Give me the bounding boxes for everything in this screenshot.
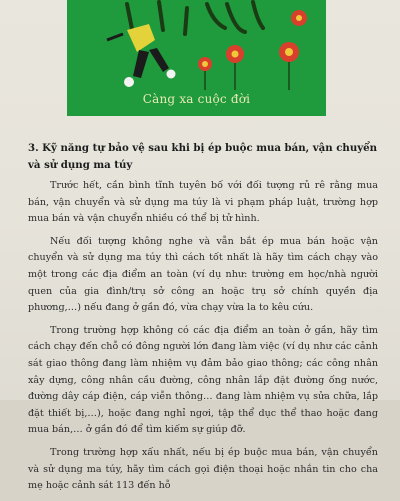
poster-caption: Càng xa cuộc đời [142, 92, 251, 106]
poster-illustration [67, 0, 326, 116]
paragraph-3: Trong trường hợp không có các địa điểm an toàn ở gần, hãy tìm cách chạy đến chỗ có đông người lớn đang làm việc (ví dụ như các cảnh sát giao thông đang làm nhiệm vụ đảm bảo giao thông; các công nhân xây dựng, công nhân cầu đường, công nhân lắp đặt đường ống nước, đường dây cáp điện, cáp viễn thông… đang làm nhiệm vụ sửa chữa, lắp đặt thiết bị,…), hoặc đang nghỉ ngơi, tập thể dục thể thao hoặc đang mua bán,… ở gần đó để tìm kiếm sự giúp đỡ. [28, 324, 378, 436]
paragraph-2: Nếu đối tượng không nghe và vẫn bắt ép mua bán hoặc vận chuyển và sử dụng ma túy thì cách tốt nhất là hãy tìm cách chạy vào một trong các địa điểm an toàn (ví dụ như: trường em học/nhà người quen của gia đình/trụ sở công an hoặc trụ sở chính quyền địa phương,…) nếu đang ở gần đó, vừa chạy vừa la to kêu cứu. [28, 235, 378, 314]
falling-figure-icon [107, 24, 176, 87]
section-content [28, 140, 378, 501]
section-heading: 3. Kỹ năng tự bảo vệ sau khi bị ép buộc mua bán, vận chuyển và sử dụng ma túy [28, 142, 378, 171]
paragraph-1: Trước hết, cần bình tĩnh tuyên bố với đối tượng rủ rê rằng mua bán, vận chuyển và sử dụng ma túy là vi phạm pháp luật, trường hợp mua bán và vận chuyển nhiều có thể bị tử hình. [28, 180, 378, 225]
paragraph-4: Trong trường hợp xấu nhất, nếu bị ép buộc mua bán, vận chuyển và sử dụng ma túy, hãy tìm cách gọi điện thoại hoặc nhắn tin cho cha mẹ hoặc cảnh sát 113 đến hỗ [28, 446, 378, 492]
